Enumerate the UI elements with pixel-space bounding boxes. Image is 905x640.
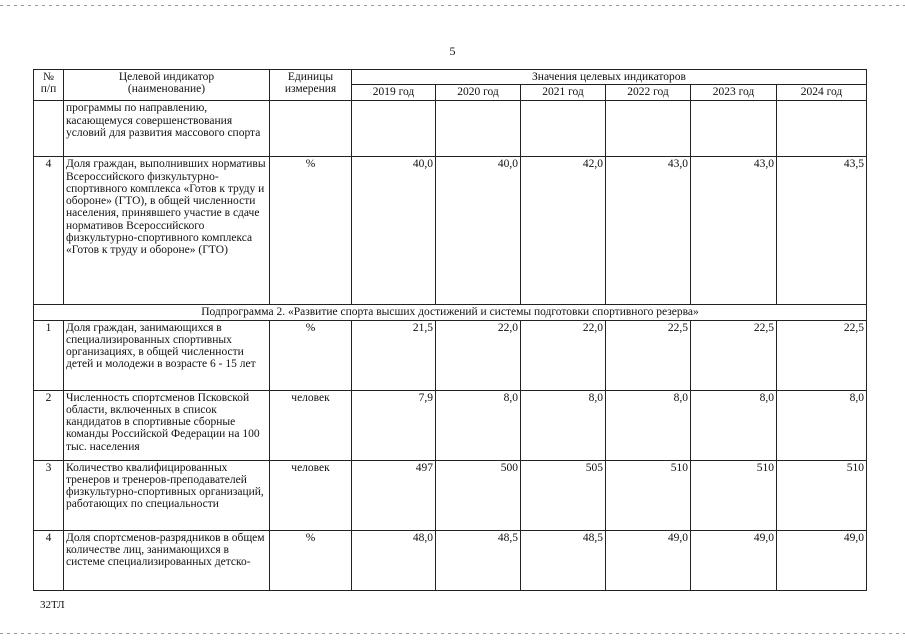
header-year: 2024 год [777,85,867,101]
indicator-value: 8,0 [606,390,691,460]
indicator-name: Количество квалифицированных тренеров и тренеров-преподавателей физкультурно-спортивных организаций, работающих по специальности [64,460,270,530]
table-row [34,101,867,157]
indicator-value: 510 [777,460,867,530]
table-row [34,157,867,305]
indicator-unit [270,101,352,157]
row-number: 4 [34,157,64,305]
indicator-unit: % [270,320,352,390]
indicator-value: 21,5 [352,320,436,390]
indicator-unit: % [270,157,352,305]
indicator-value: 7,9 [352,390,436,460]
indicator-value: 22,5 [606,320,691,390]
indicator-value [352,101,436,157]
indicator-name: Доля граждан, выполнивших нормативы Всероссийского физкультурно-спортивного комплекса «Готов к труду и обороне» (ГТО), в общей численности населения, принявшего участие в сдаче нормативов Всероссийского физкультурно-спортивного комплекса «Готов к труду и обороне» (ГТО) [64,157,270,305]
indicator-value: 48,0 [352,530,436,590]
header-year: 2019 год [352,85,436,101]
row-number [34,101,64,157]
indicator-value: 22,0 [436,320,521,390]
indicator-value: 42,0 [521,157,606,305]
indicator-name: Доля спортсменов-разрядников в общем количестве лиц, занимающихся в системе специализированных детско- [64,530,270,590]
indicator-value [691,101,777,157]
indicator-value: 505 [521,460,606,530]
header-year: 2023 год [691,85,777,101]
indicator-value: 22,5 [691,320,777,390]
header-year: 2022 год [606,85,691,101]
header-indicator: Целевой индикатор (наименование) [64,70,270,101]
indicator-value: 500 [436,460,521,530]
indicator-value [436,101,521,157]
indicator-value: 22,5 [777,320,867,390]
row-number: 3 [34,460,64,530]
indicator-value [606,101,691,157]
indicator-unit: % [270,530,352,590]
table-header [34,70,867,101]
table-row [34,390,867,460]
page-number: 5 [449,44,456,58]
table-row [34,530,867,590]
header-units: Единицы измерения [270,70,352,101]
indicator-name: Численность спортсменов Псковской области, включенных в список кандидатов в спортивные сборные команды Российской Федерации на 100 тыс. населения [64,390,270,460]
row-number: 1 [34,320,64,390]
indicator-value: 8,0 [521,390,606,460]
table-body-before [34,101,867,305]
scan-edge-top [0,5,905,6]
header-year: 2020 год [436,85,521,101]
indicator-value: 48,5 [436,530,521,590]
indicator-value: 8,0 [436,390,521,460]
table-row [34,460,867,530]
indicator-value [521,101,606,157]
indicator-value: 22,0 [521,320,606,390]
indicator-value: 40,0 [352,157,436,305]
indicator-value: 510 [691,460,777,530]
subprogram-title: Подпрограмма 2. «Развитие спорта высших достижений и системы подготовки спортивного резерва» [34,305,867,320]
indicator-value: 510 [606,460,691,530]
indicator-value: 40,0 [436,157,521,305]
indicator-value: 48,5 [521,530,606,590]
indicator-value: 43,0 [606,157,691,305]
table-row [34,320,867,390]
table-body-after [34,320,867,590]
indicator-value: 8,0 [777,390,867,460]
header-year: 2021 год [521,85,606,101]
indicator-unit: человек [270,460,352,530]
indicator-value: 43,5 [777,157,867,305]
indicator-unit: человек [270,390,352,460]
indicator-value [777,101,867,157]
indicator-value: 8,0 [691,390,777,460]
header-num: № п/п [34,70,64,101]
footer-code: 32ТЛ [40,599,65,611]
indicator-value: 49,0 [606,530,691,590]
header-values: Значения целевых индикаторов [352,70,867,85]
scan-edge-bottom [0,633,905,634]
indicators-table [33,69,867,591]
indicator-value: 49,0 [777,530,867,590]
indicator-value: 497 [352,460,436,530]
indicator-value: 43,0 [691,157,777,305]
row-number: 4 [34,530,64,590]
row-number: 2 [34,390,64,460]
subprogram-section [34,305,867,320]
indicator-name: Доля граждан, занимающихся в специализированных спортивных организациях, в общей численности детей и молодежи в возрасте 6 - 15 лет [64,320,270,390]
indicator-name: программы по направлению, касающемуся совершенствования условий для развития массового спорта [64,101,270,157]
indicator-value: 49,0 [691,530,777,590]
